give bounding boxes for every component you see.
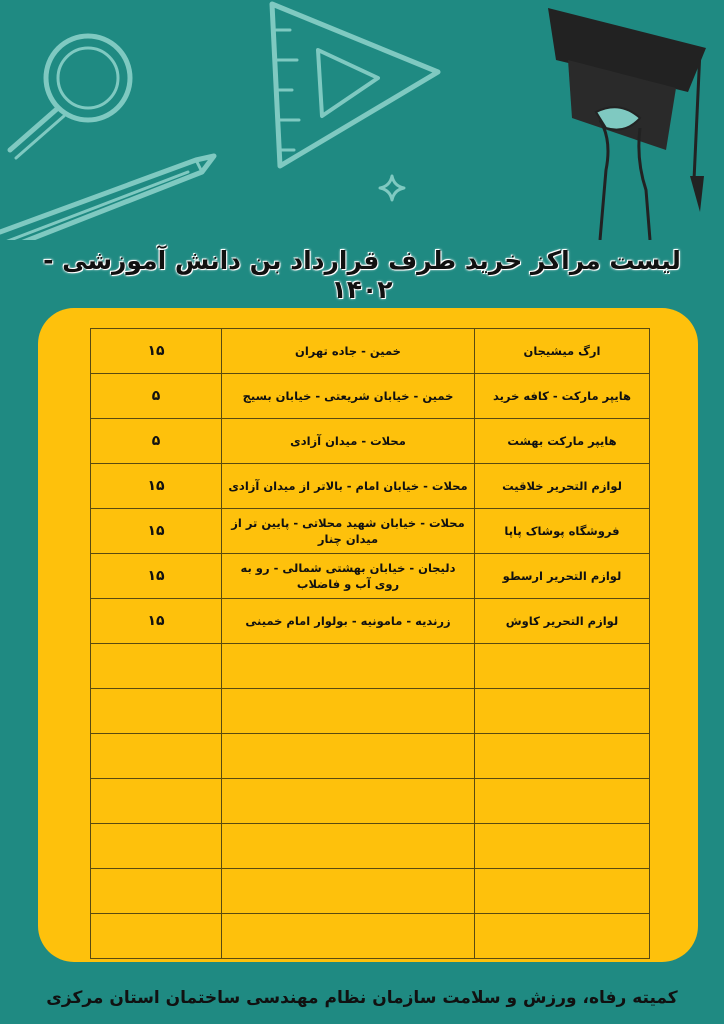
store-name-cell [475,644,650,689]
table-row [91,734,650,779]
store-name-cell [475,869,650,914]
pencil-icon [0,156,214,240]
address-cell: خمین - خیابان شریعتی - خیابان بسیج [222,374,475,419]
magnifier-icon [10,36,130,158]
address-cell [222,779,475,824]
discount-cell: ۱۵ [91,329,222,374]
table-row [91,599,650,644]
address-cell: زرندیه - مامونیه - بولوار امام خمینی [222,599,475,644]
table-row [91,554,650,599]
store-name-cell: ارگ میشیجان [475,329,650,374]
address-cell [222,644,475,689]
store-name-cell [475,689,650,734]
discount-cell: ۱۵ [91,599,222,644]
discount-cell [91,914,222,959]
discount-cell: ۱۵ [91,554,222,599]
stores-table [90,328,650,959]
address-cell: دلیجان - خیابان بهشتی شمالی - رو به روی آب و فاضلاب [222,554,475,599]
table-row [91,329,650,374]
discount-cell: ۱۵ [91,464,222,509]
discount-cell [91,824,222,869]
table-row [91,464,650,509]
address-cell [222,869,475,914]
background-decoration [0,0,724,240]
address-cell: محلات - خیابان امام - بالاتر از میدان آزادی [222,464,475,509]
discount-cell: ۱۵ [91,509,222,554]
table-row [91,779,650,824]
store-name-cell: لوازم التحریر کاوش [475,599,650,644]
table-row [91,914,650,959]
address-cell: خمین - جاده تهران [222,329,475,374]
address-cell: محلات - خیابان شهید محلاتی - پایین تر از میدان چنار [222,509,475,554]
table-row [91,689,650,734]
address-cell: محلات - میدان آزادی [222,419,475,464]
store-name-cell [475,779,650,824]
discount-cell [91,644,222,689]
address-cell [222,689,475,734]
store-name-cell: لوازم التحریر خلاقیت [475,464,650,509]
store-name-cell [475,734,650,779]
table-row [91,869,650,914]
address-cell [222,734,475,779]
store-name-cell [475,914,650,959]
table-row [91,644,650,689]
store-name-cell: فروشگاه پوشاک پاپا [475,509,650,554]
store-name-cell: لوازم التحریر ارسطو [475,554,650,599]
table-row [91,374,650,419]
store-name-cell: هایپر مارکت بهشت [475,419,650,464]
store-name-cell [475,824,650,869]
store-name-cell: هایپر مارکت - کافه خرید [475,374,650,419]
discount-cell [91,734,222,779]
table-row [91,509,650,554]
footer-credit: کمیته رفاه، ورزش و سلامت سازمان نظام مهندسی ساختمان استان مرکزی [46,988,678,1008]
table-row [91,824,650,869]
graduation-cap-icon [548,8,706,240]
discount-cell: ۵ [91,419,222,464]
table-card [38,308,698,962]
sparkle-icon [380,176,404,200]
discount-cell [91,869,222,914]
discount-cell [91,779,222,824]
address-cell [222,914,475,959]
table-row [91,419,650,464]
triangle-ruler-icon [272,4,438,166]
address-cell [222,824,475,869]
page-title: لیست مراکز خرید طرف قرارداد بن دانش آموزشی - ۱۴۰۲ [43,246,681,304]
discount-cell: ۵ [91,374,222,419]
discount-cell [91,689,222,734]
